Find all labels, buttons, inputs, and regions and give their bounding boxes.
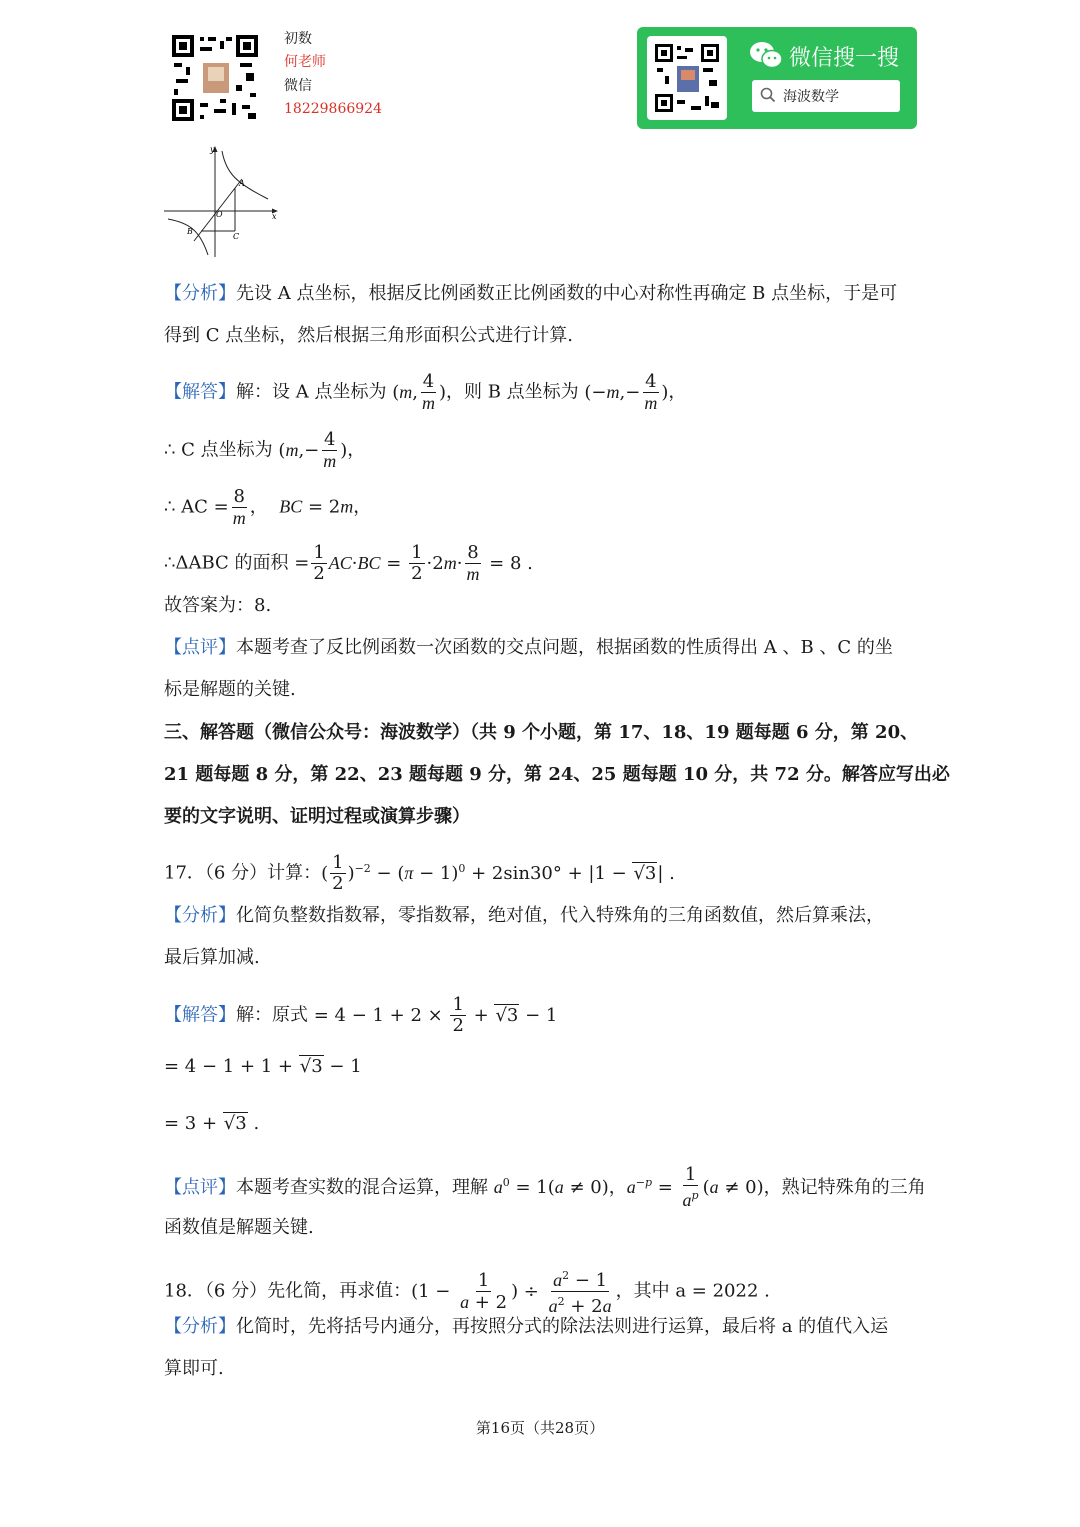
area-text: ∴ΔABC 的面积 = — [164, 552, 310, 574]
q18-analysis-1 — [164, 1315, 888, 1339]
formula-b-coord: (−m,− $\frac{4}{m}$ ) — [584, 371, 669, 413]
solution-line-4 — [164, 543, 533, 584]
q17-step2: = 4 − 1 + 1 + √3 − 1 — [164, 1056, 362, 1077]
solution-line-2: ∴ C 点坐标为 (m,− $\frac{4}{m}$ )， — [164, 429, 366, 471]
q17-solution-tag: 【解答】 — [164, 1004, 236, 1026]
qr-code-right — [647, 36, 727, 120]
formula-ac: $\frac{8}{m}$ — [232, 486, 246, 528]
analysis-line-1 — [164, 282, 897, 306]
wechat-search-card[interactable] — [637, 27, 917, 129]
analysis-tag: 【分析】 — [164, 283, 236, 304]
analysis-text-1: 先设 A 点坐标，根据反比例函数正比例函数的中心对称性再确定 B 点坐标，于是可 — [236, 283, 898, 304]
analysis-line-2: 得到 C 点坐标，然后根据三角形面积公式进行计算. — [164, 325, 573, 346]
q17-formula: ( $\frac{1}{2}$ )$^{-2} - (\pi - 1)^0 + 2\sin 30^\circ + |1 - √3|$ . — [321, 852, 675, 894]
comment-tag: 【点评】 — [164, 637, 236, 658]
section3-heading-2: 21 题每题 8 分，第 22、23 题每题 9 分，第 24、25 题每题 10 分，共 72 分。解答应写出必 — [164, 764, 950, 785]
q17-step2-text: = 4 − 1 + 1 + — [164, 1056, 294, 1077]
q18-analysis-2: 算即可. — [164, 1358, 224, 1379]
header-label-chushu: 初数 — [284, 31, 312, 47]
comment-text-1: 本题考查了反比例函数一次函数的交点问题，根据函数的性质得出 A 、B 、C 的坐 — [236, 637, 893, 658]
q17-analysis-tag: 【分析】 — [164, 905, 236, 926]
graph-label-a: A — [239, 179, 245, 188]
q18-analysis-tag: 【分析】 — [164, 1316, 236, 1337]
q18-stem — [164, 1266, 770, 1317]
q18-formula: (1 − $\frac{1}{a + 2}$ ) ÷ $\frac{a^2 - 1}{a^2 + 2a}$ — [411, 1281, 616, 1302]
wechat-search-title: 微信搜一搜 — [789, 46, 900, 71]
q17-comment-2: 函数值是解题关键. — [164, 1217, 314, 1238]
q17-comment-1: 【点评】本题考查实数的混合运算，理解 $a^0 = 1(a \ne 0)$，$a^{-p}$ = $\frac{1}{a^p}$ (a ≠ 0)，熟记特殊角的三角 — [164, 1164, 926, 1210]
solution-tag: 【解答】 — [164, 381, 236, 403]
qr-code-left — [170, 33, 260, 123]
formula-c-coord: (m,− $\frac{4}{m}$ ) — [278, 429, 348, 471]
q17-comment-text-b: 熟记特殊角的三角 — [781, 1177, 926, 1198]
solution-line-3: ∴ AC = $\frac{8}{m}$ ， BC = 2m， — [164, 486, 372, 528]
q17-step3: = 3 + √3 . — [164, 1113, 260, 1134]
graph-label-b: B — [187, 227, 193, 236]
ac-text: ∴ AC = — [164, 496, 229, 518]
solution-line-1: 【解答】解：设 A 点坐标为 (m, $\frac{4}{m}$ )，则 B 点坐标为 (−m,− $\frac{4}{m}$ )， — [164, 371, 687, 413]
wechat-search-input[interactable] — [752, 80, 900, 112]
page-footer: 第16页（共28页） — [475, 1419, 605, 1437]
q17-solution-1 — [164, 995, 557, 1036]
section3-heading-1: 三、解答题（微信公众号：海波数学）（共 9 个小题，第 17、18、19 题每题 6 分，第 20、 — [164, 722, 919, 743]
q17-comment-text-a: 本题考查实数的混合运算，理解 — [236, 1177, 488, 1198]
graph-label-x: x — [272, 212, 277, 221]
q17-comment-tag: 【点评】 — [164, 1177, 236, 1198]
q17-analysis-2: 最后算加减. — [164, 947, 260, 968]
search-icon — [760, 87, 776, 107]
q17-analysis-1 — [164, 904, 884, 928]
graph-label-c: C — [233, 232, 240, 241]
q17-solution-text: 解：原式 — [236, 1004, 308, 1026]
search-value: 海波数学 — [783, 89, 839, 105]
formula-a-coord: (m, $\frac{4}{m}$ ) — [392, 371, 446, 413]
header-phone: 18229866924 — [284, 101, 382, 117]
q17-stem — [164, 853, 675, 894]
function-graph — [160, 143, 282, 263]
solution-text-1: 解：设 A 点坐标为 — [236, 381, 387, 403]
header-teacher-name: 何老师 — [284, 54, 326, 70]
answer-line: 故答案为：8. — [164, 595, 272, 616]
q18-analysis-text: 化简时，先将括号内通分，再按照分式的除法法则进行运算，最后将 a 的值代入运 — [236, 1316, 889, 1337]
graph-label-o: O — [216, 210, 223, 219]
q17-analysis-text: 化简负整数指数幂，零指数幂，绝对值，代入特殊角的三角函数值，然后算乘法， — [236, 905, 884, 926]
q17-step1-formula: = 4 − 1 + 2 × $\frac{1}{2}$ + √3 − 1 — [308, 994, 558, 1036]
c-coord-text: ∴ C 点坐标为 — [164, 439, 273, 461]
comment-line-1 — [164, 636, 893, 660]
q17-stem-text: 17．（6 分）计算： — [164, 862, 322, 884]
solution-text-2: ，则 B 点坐标为 — [445, 381, 579, 403]
wechat-logo-icon — [749, 40, 783, 74]
q17-step3-text: = 3 + — [164, 1113, 218, 1134]
header-label-wechat: 微信 — [284, 78, 312, 94]
comment-line-2: 标是解题的关键. — [164, 679, 296, 700]
graph-label-y: y — [210, 145, 215, 154]
section3-heading-3: 要的文字说明、证明过程或演算步骤） — [164, 806, 470, 827]
q18-stem-tail: ，其中 a = 2022 . — [615, 1280, 770, 1302]
q18-stem-text: 18．（6 分）先化简，再求值： — [164, 1280, 412, 1302]
formula-area: $\frac{1}{2}$ AC·BC = $\frac{1}{2}$ ·2m· $\frac{8}{m}$ = 8 . — [313, 542, 533, 584]
